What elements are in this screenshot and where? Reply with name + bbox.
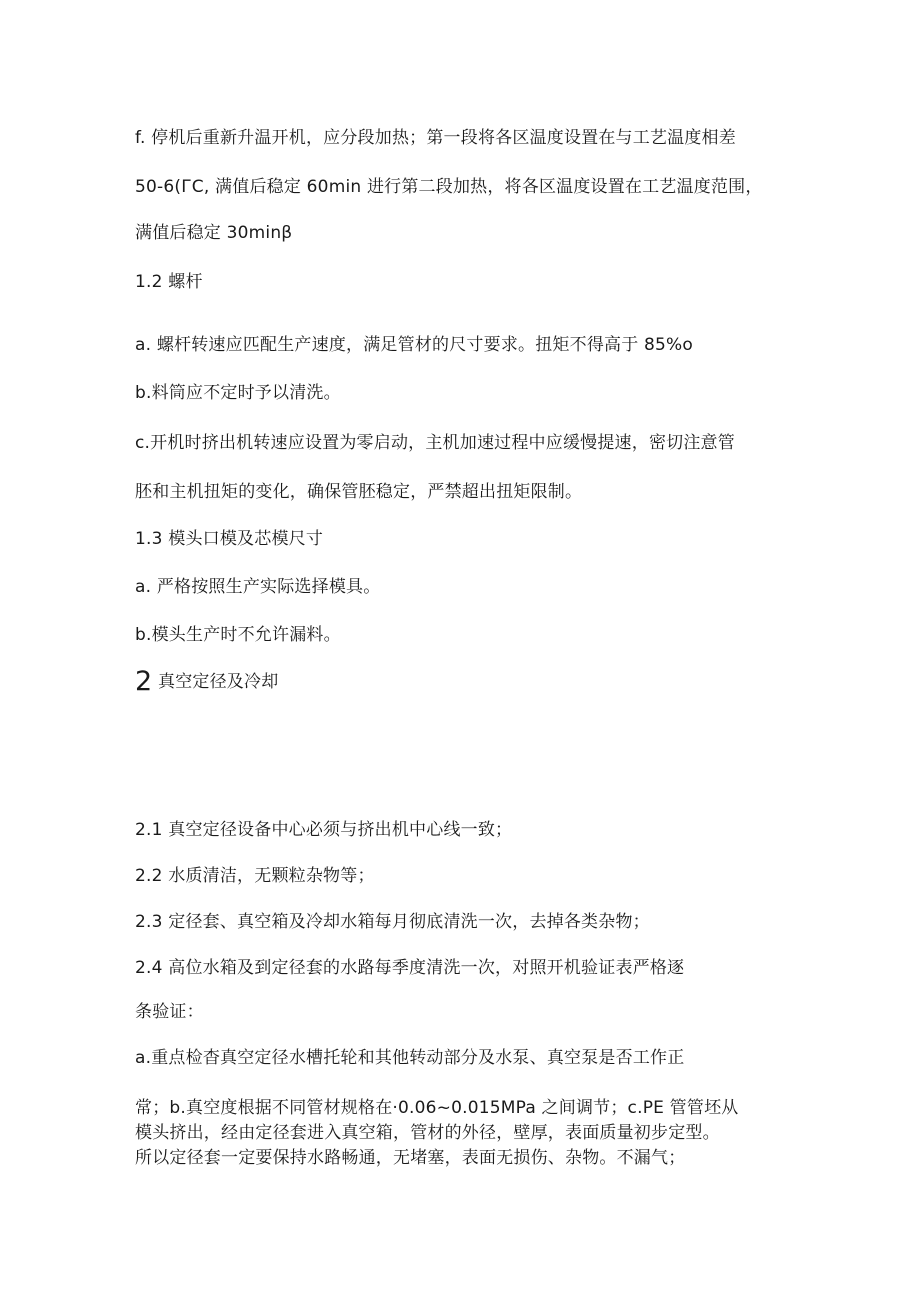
paragraph-line: b.料筒应不定时予以清洗。	[135, 383, 341, 403]
paragraph-line: 条验证：	[135, 1002, 204, 1022]
section-heading: 1.2 螺杆	[135, 272, 203, 292]
section-heading: 1.3 模头口模及芯模尺寸	[135, 529, 324, 549]
paragraph-line: b.模头生产时不允许漏料。	[135, 625, 341, 645]
paragraph-line: 所以定径套一定要保持水路畅通，无堵塞，表面无损伤、杂物。不漏气；	[135, 1148, 686, 1168]
paragraph-line: 2.4 高位水箱及到定径套的水路每季度清洗一次，对照开机验证表严格逐	[135, 958, 685, 978]
chapter-title: 真空定径及冷却	[158, 672, 279, 692]
chapter-number: 2	[135, 666, 153, 697]
paragraph-line: f. 停机后重新升温开机，应分段加热；第一段将各区温度设置在与工艺温度相差	[135, 128, 736, 148]
paragraph-line: a.重点检杳真空定径水槽托轮和其他转动部分及水泵、真空泵是否工作正	[135, 1048, 685, 1068]
paragraph-line: a. 严格按照生产实际选择模具。	[135, 577, 381, 597]
paragraph-line: 胚和主机扭矩的变化，确保管胚稳定，严禁超出扭矩限制。	[135, 482, 583, 502]
paragraph-line: a. 螺杆转速应匹配生产速度，满足管材的尺寸要求。扭矩不得高于 85%o	[135, 335, 694, 355]
paragraph-line: 2.3 定径套、真空箱及冷却水箱每月彻底清洗一次，去掉各类杂物；	[135, 912, 650, 932]
paragraph-line: 2.1 真空定径设备中心必须与挤出机中心线一致；	[135, 820, 513, 840]
paragraph-line: 满值后稳定 30minβ	[135, 223, 293, 243]
paragraph-line: 常；b.真空度根据不同管材规格在·0.06~0.015MPa 之间调节；c.PE 管管坯从	[135, 1098, 739, 1118]
paragraph-line: 2.2 水质清洁，无颗粒杂物等；	[135, 866, 375, 886]
paragraph-line: 模头挤出，经由定径套进入真空箱，管材的外径，壁厚，表面质量初步定型。	[135, 1123, 720, 1143]
paragraph-line: c.开机时挤出机转速应设置为零启动，主机加速过程中应缓慢提速，密切注意管	[135, 433, 735, 453]
chapter-heading	[135, 667, 278, 697]
paragraph-line: 50-6(ГC, 满值后稳定 60min 进行第二段加热，将各区温度设置在工艺温度范围，	[135, 177, 763, 197]
